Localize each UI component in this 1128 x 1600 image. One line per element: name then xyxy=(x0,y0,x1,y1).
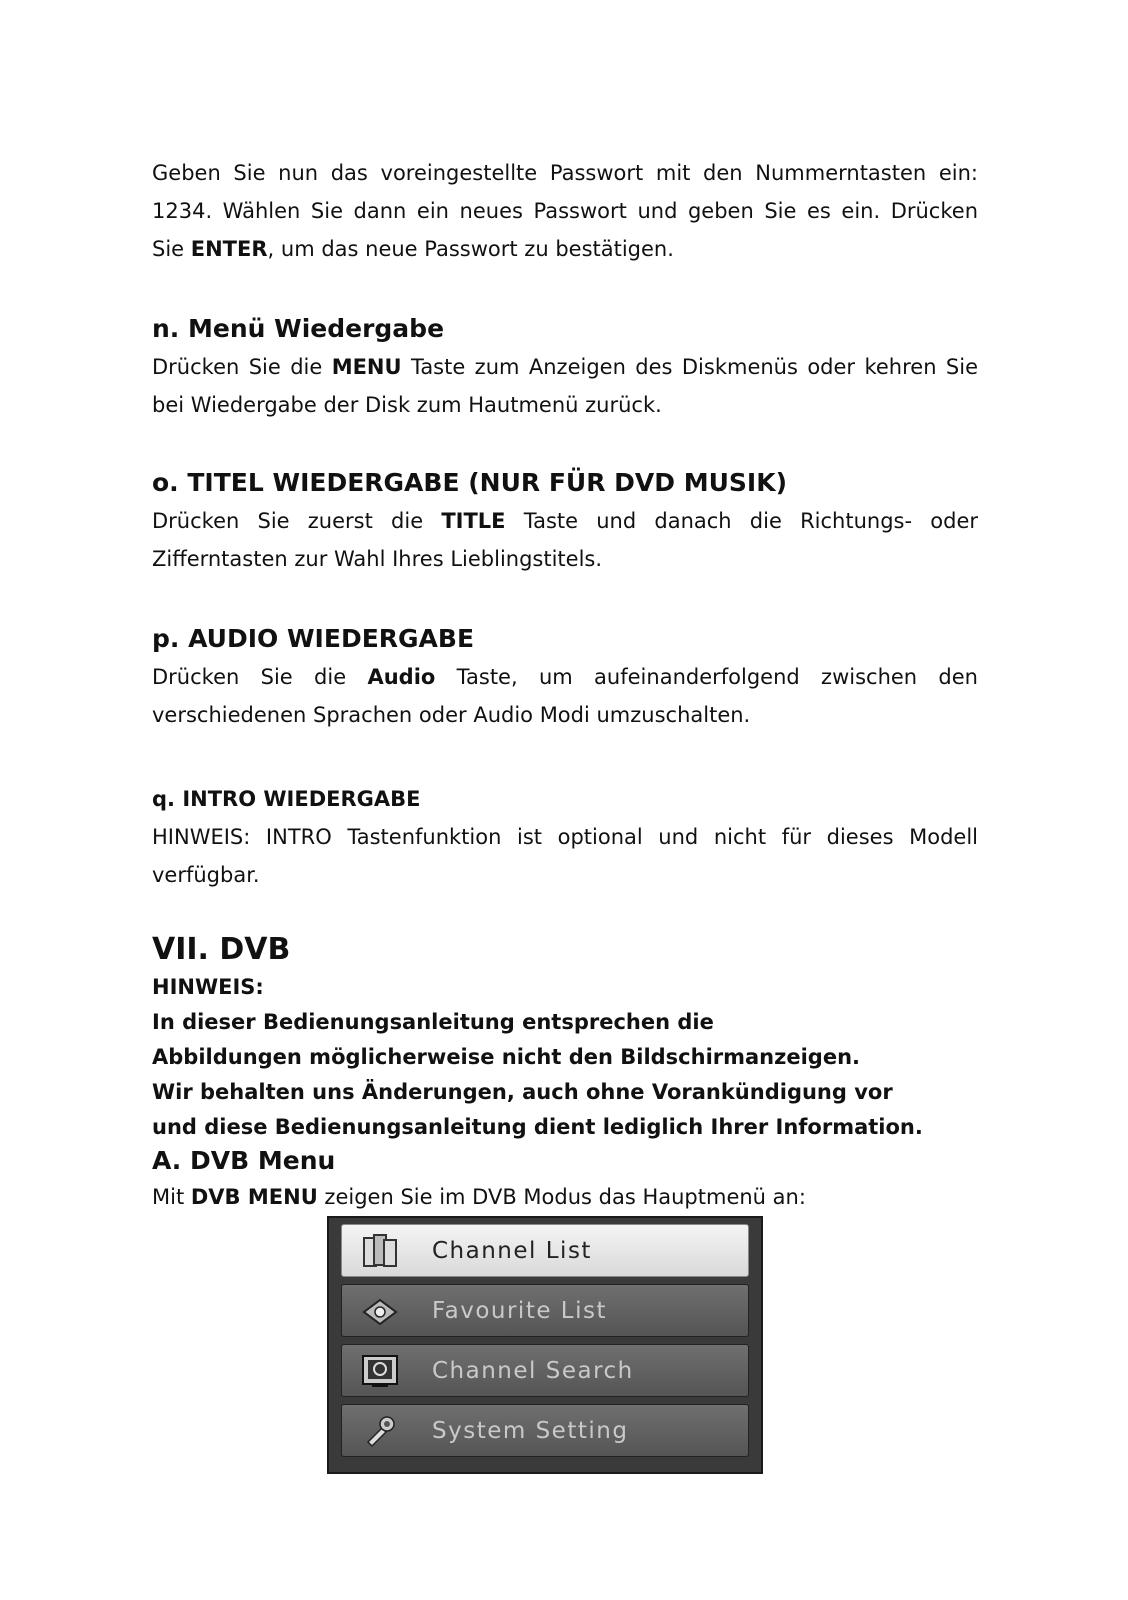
note-line: Abbildungen möglicherweise nicht den Bildschirmanzeigen. xyxy=(152,1045,861,1069)
section-heading: A. DVB Menu xyxy=(152,1146,336,1175)
text-span: , um das neue Passwort zu bestätigen. xyxy=(267,237,674,261)
section-heading: o. TITEL WIEDERGABE (NUR FÜR DVD MUSIK) xyxy=(152,468,788,497)
paragraph-line xyxy=(152,230,978,268)
audio-key-label: Audio xyxy=(367,665,436,689)
section-heading: n. Menü Wiedergabe xyxy=(152,314,445,343)
paragraph-line: Geben Sie nun das voreingestellte Passwort mit den Nummerntasten ein: xyxy=(152,161,978,185)
password-paragraph xyxy=(152,154,978,268)
section-title-playback xyxy=(152,466,978,578)
menu-item-label: Channel List xyxy=(432,1237,592,1264)
text-span: Taste und danach die Richtungs- oder xyxy=(505,509,979,533)
paragraph-line: verschiedenen Sprachen oder Audio Modi umzuschalten. xyxy=(152,703,751,727)
text-span: Taste zum Anzeigen des Diskmenüs oder kehren Sie xyxy=(401,355,978,379)
section-heading: p. AUDIO WIEDERGABE xyxy=(152,624,475,653)
dvb-note xyxy=(152,970,978,1145)
paragraph-line xyxy=(152,658,978,696)
note-line: In dieser Bedienungsanleitung entsprechen die xyxy=(152,1010,714,1034)
title-key-label: TITLE xyxy=(441,509,506,533)
channel-list-icon xyxy=(356,1231,404,1271)
text-span: Mit xyxy=(152,1185,191,1209)
menu-item-favourite-list[interactable] xyxy=(341,1284,749,1337)
note-line: und diese Bedienungsanleitung dient lediglich Ihrer Information. xyxy=(152,1115,923,1139)
paragraph-line: bei Wiedergabe der Disk zum Hautmenü zurück. xyxy=(152,393,662,417)
text-span: Sie xyxy=(152,237,191,261)
text-span: zeigen Sie im DVB Modus das Hauptmenü an: xyxy=(317,1185,806,1209)
note-line: HINWEIS: xyxy=(152,975,264,999)
section-intro-playback xyxy=(152,784,978,894)
section-dvb xyxy=(152,930,978,1145)
paragraph-line xyxy=(152,1178,978,1216)
dvb-main-menu xyxy=(327,1216,763,1474)
menu-item-label: Favourite List xyxy=(432,1297,608,1324)
paragraph-line: Zifferntasten zur Wahl Ihres Lieblingstitels. xyxy=(152,547,603,571)
section-menu-playback xyxy=(152,312,978,424)
text-span: Drücken Sie zuerst die xyxy=(152,509,442,533)
note-line: Wir behalten uns Änderungen, auch ohne Vorankündigung vor xyxy=(152,1080,893,1104)
menu-key-label: MENU xyxy=(331,355,402,379)
paragraph-line: verfügbar. xyxy=(152,863,260,887)
dvb-menu-key-label: DVB MENU xyxy=(190,1185,318,1209)
channel-search-icon xyxy=(356,1351,404,1391)
menu-item-channel-list[interactable] xyxy=(341,1224,749,1277)
enter-key-label: ENTER xyxy=(190,237,268,261)
menu-item-system-setting[interactable] xyxy=(341,1404,749,1457)
section-dvb-menu xyxy=(152,1144,978,1216)
menu-item-label: System Setting xyxy=(432,1417,629,1444)
paragraph-line xyxy=(152,348,978,386)
text-span: Drücken Sie die xyxy=(152,665,368,689)
section-audio-playback xyxy=(152,622,978,734)
text-span: Drücken Sie die xyxy=(152,355,332,379)
menu-item-label: Channel Search xyxy=(432,1357,634,1384)
chapter-heading: VII. DVB xyxy=(152,932,291,967)
menu-item-channel-search[interactable] xyxy=(341,1344,749,1397)
favourite-list-icon xyxy=(356,1291,404,1331)
paragraph-line: HINWEIS: INTRO Tastenfunktion ist optional und nicht für dieses Modell xyxy=(152,825,978,849)
section-heading: q. INTRO WIEDERGABE xyxy=(152,787,421,811)
system-setting-icon xyxy=(356,1411,404,1451)
paragraph-line: 1234. Wählen Sie dann ein neues Passwort und geben Sie es ein. Drücken xyxy=(152,199,978,223)
paragraph-line xyxy=(152,502,978,540)
text-span: Taste, um aufeinanderfolgend zwischen den xyxy=(435,665,978,689)
